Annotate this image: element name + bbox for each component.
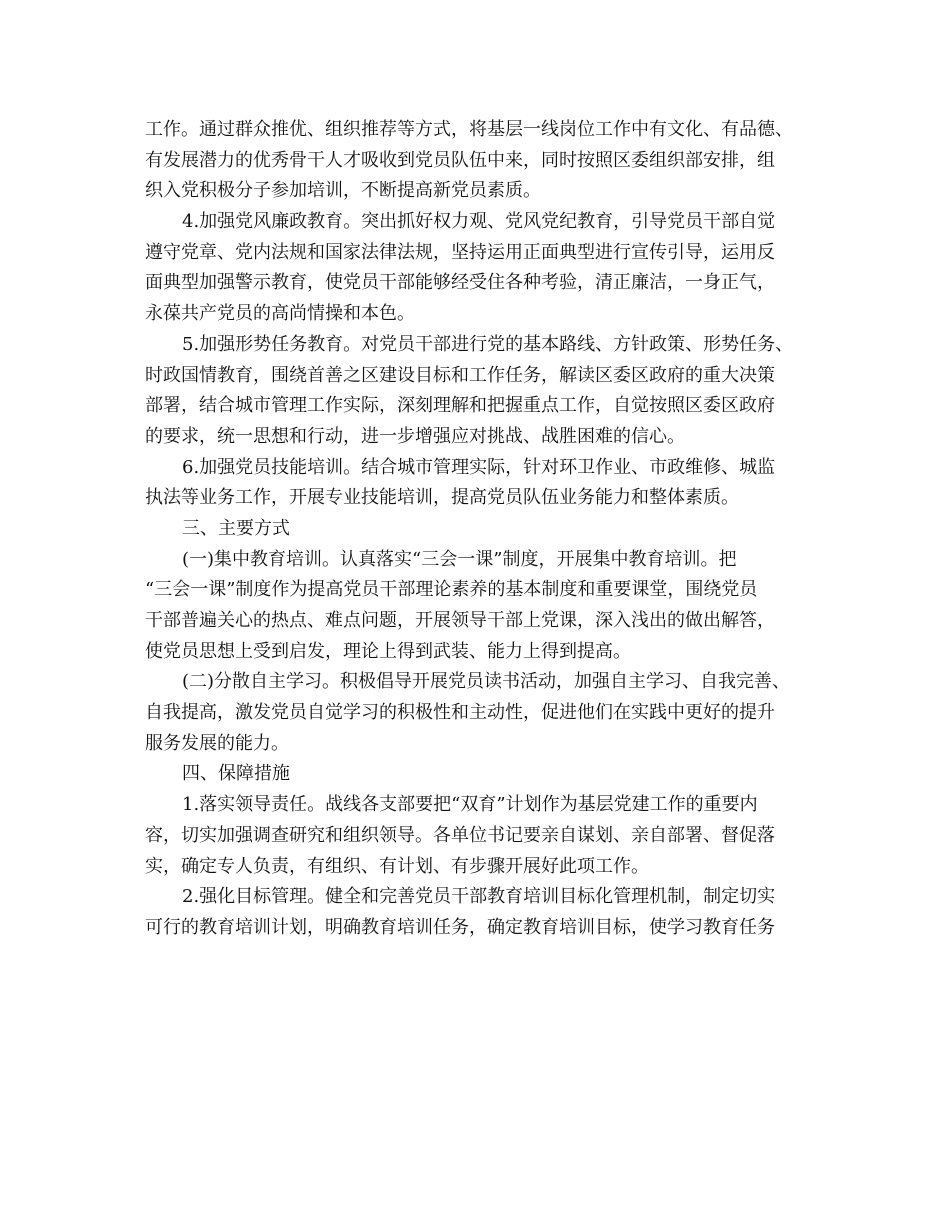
section-heading: 三、主要方式 — [182, 517, 290, 539]
text-line: 有发展潜力的优秀骨干人才吸收到党员队伍中来，同时按照区委组织部安排，组 — [145, 149, 775, 171]
text-line: 实，确定专人负责，有组织、有计划、有步骤开展好此项工作。 — [145, 855, 649, 877]
paragraph-heading-line: 6.加强党员技能培训。结合城市管理实际，针对环卫作业、市政维修、城监 — [182, 456, 776, 478]
text-line: 执法等业务工作，开展专业技能培训，提高党员队伍业务能力和整体素质。 — [145, 487, 739, 509]
section-heading: 四、保障措施 — [182, 763, 290, 785]
paragraph-heading-line: 4.加强党风廉政教育。突出抓好权力观、党风党纪教育，引导党员干部自觉 — [182, 211, 776, 233]
text-line: “三会一课”制度作为提高党员干部理论素养的基本制度和重要课堂，围绕党员 — [145, 579, 758, 601]
text-line: 织入党积极分子参加培训，不断提高新党员素质。 — [145, 180, 541, 202]
text-line: 自我提高，激发党员自觉学习的积极性和主动性，促进他们在实践中更好的提升 — [145, 702, 775, 724]
text-line: 时政国情教育，围绕首善之区建设目标和工作任务，解读区委区政府的重大决策 — [145, 364, 775, 386]
text-line: 永葆共产党员的高尚情操和本色。 — [145, 303, 415, 325]
paragraph-heading-line: 1.落实领导责任。战线各支部要把“双育”计划作为基层党建工作的重要内 — [182, 794, 758, 816]
text-line: 面典型加强警示教育，使党员干部能够经受住各种考验，清正廉洁，一身正气， — [145, 272, 775, 294]
text-line: 部署，结合城市管理工作实际，深刻理解和把握重点工作，自觉按照区委区政府 — [145, 395, 775, 417]
text-line: 容，切实加强调查研究和组织领导。各单位书记要亲自谋划、亲自部署、督促落 — [145, 824, 775, 846]
document-body — [145, 115, 805, 944]
text-line: 服务发展的能力。 — [145, 732, 289, 754]
text-line: 干部普遍关心的热点、难点问题，开展领导干部上党课，深入浅出的做出解答， — [145, 610, 775, 631]
text-line: 工作。通过群众推优、组织推荐等方式，将基层一线岗位工作中有文化、有品德、 — [145, 119, 793, 140]
text-line: 遵守党章、党内法规和国家法律法规，坚持运用正面典型进行宣传引导，运用反 — [145, 241, 775, 263]
paragraph-heading-line: (一)集中教育培训。认真落实“三会一课”制度，开展集中教育培训。把 — [182, 548, 737, 570]
text-line: 可行的教育培训计划，明确教育培训任务，确定教育培训目标，使学习教育任务 — [145, 916, 775, 938]
paragraph-heading-line: 2.强化目标管理。健全和完善党员干部教育培训目标化管理机制，制定切实 — [182, 886, 776, 908]
paragraph-heading-line: (二)分散自主学习。积极倡导开展党员读书活动，加强自主学习、自我完善、 — [182, 671, 791, 693]
text-line: 使党员思想上受到启发，理论上得到武装、能力上得到提高。 — [145, 640, 631, 662]
text-line: 的要求，统一思想和行动，进一步增强应对挑战、战胜困难的信心。 — [145, 425, 685, 447]
paragraph-heading-line: 5.加强形势任务教育。对党员干部进行党的基本路线、方针政策、形势任务、 — [182, 333, 794, 355]
